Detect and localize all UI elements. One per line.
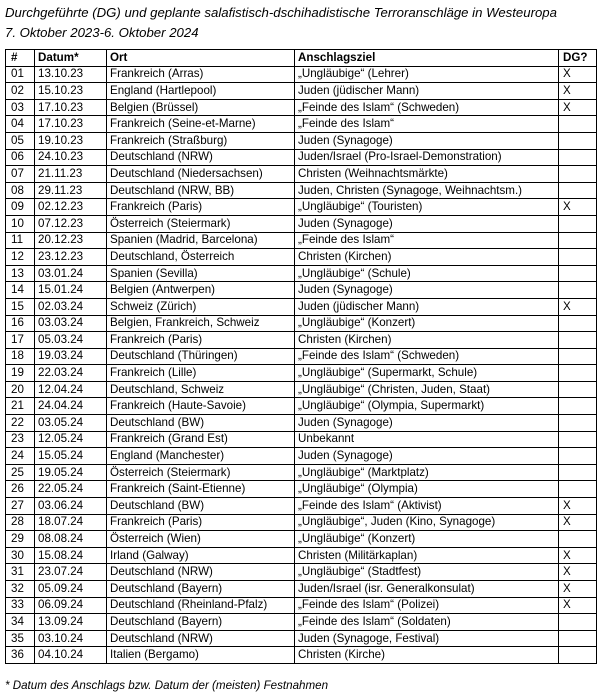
cell-dg — [559, 249, 597, 266]
table-row — [6, 481, 597, 498]
cell-dg — [559, 232, 597, 249]
cell-anschlagsziel: Juden (jüdischer Mann) — [295, 83, 559, 100]
cell-dg — [559, 398, 597, 415]
cell-ort: Frankreich (Saint-Etienne) — [107, 481, 295, 498]
cell-ort: Schweiz (Zürich) — [107, 298, 295, 315]
table-row — [6, 132, 597, 149]
cell-number: 01 — [6, 66, 35, 83]
table-row — [6, 182, 597, 199]
footnote: * Datum des Anschlags bzw. Datum der (meisten) Festnahmen — [5, 679, 329, 692]
table-row — [6, 116, 597, 133]
cell-dg — [559, 315, 597, 332]
cell-dg: X — [559, 581, 597, 598]
cell-dg — [559, 381, 597, 398]
cell-datum: 03.01.24 — [35, 265, 107, 282]
cell-number: 18 — [6, 348, 35, 365]
cell-number: 11 — [6, 232, 35, 249]
cell-number: 22 — [6, 415, 35, 432]
cell-dg: X — [559, 298, 597, 315]
cell-datum: 23.07.24 — [35, 564, 107, 581]
attacks-table — [5, 49, 597, 664]
cell-number: 15 — [6, 298, 35, 315]
cell-datum: 22.03.24 — [35, 365, 107, 382]
cell-dg — [559, 531, 597, 548]
cell-anschlagsziel: „Feinde des Islam“ (Polizei) — [295, 597, 559, 614]
cell-anschlagsziel: Juden, Christen (Synagoge, Weihnachtsm.) — [295, 182, 559, 199]
cell-dg — [559, 166, 597, 183]
cell-dg — [559, 282, 597, 299]
cell-datum: 20.12.23 — [35, 232, 107, 249]
cell-ort: Frankreich (Seine-et-Marne) — [107, 116, 295, 133]
cell-anschlagsziel: „Feinde des Islam“ (Aktivist) — [295, 498, 559, 515]
cell-dg: X — [559, 199, 597, 216]
cell-datum: 03.03.24 — [35, 315, 107, 332]
cell-datum: 02.03.24 — [35, 298, 107, 315]
cell-number: 02 — [6, 83, 35, 100]
cell-anschlagsziel: Juden (jüdischer Mann) — [295, 298, 559, 315]
table-row — [6, 564, 597, 581]
cell-datum: 07.12.23 — [35, 215, 107, 232]
cell-number: 32 — [6, 581, 35, 598]
cell-anschlagsziel: „Ungläubige“ (Touristen) — [295, 199, 559, 216]
table-row — [6, 398, 597, 415]
cell-datum: 17.10.23 — [35, 116, 107, 133]
cell-dg — [559, 265, 597, 282]
table-row — [6, 215, 597, 232]
cell-ort: Frankreich (Lille) — [107, 365, 295, 382]
cell-ort: England (Hartlepool) — [107, 83, 295, 100]
table-row — [6, 547, 597, 564]
cell-anschlagsziel: „Ungläubige“ (Schule) — [295, 265, 559, 282]
table-row — [6, 431, 597, 448]
table-row — [6, 199, 597, 216]
cell-datum: 02.12.23 — [35, 199, 107, 216]
cell-datum: 08.08.24 — [35, 531, 107, 548]
cell-number: 27 — [6, 498, 35, 515]
table-row — [6, 332, 597, 349]
table-row — [6, 531, 597, 548]
table-row — [6, 166, 597, 183]
cell-datum: 03.10.24 — [35, 630, 107, 647]
cell-ort: Deutschland (Bayern) — [107, 614, 295, 631]
table-row — [6, 99, 597, 116]
cell-ort: Frankreich (Arras) — [107, 66, 295, 83]
cell-anschlagsziel: Juden (Synagoge, Festival) — [295, 630, 559, 647]
cell-dg — [559, 630, 597, 647]
cell-ort: Deutschland (BW) — [107, 415, 295, 432]
cell-number: 36 — [6, 647, 35, 664]
cell-anschlagsziel: „Feinde des Islam“ (Schweden) — [295, 99, 559, 116]
cell-number: 25 — [6, 464, 35, 481]
cell-number: 28 — [6, 514, 35, 531]
cell-datum: 24.10.23 — [35, 149, 107, 166]
cell-number: 33 — [6, 597, 35, 614]
cell-anschlagsziel: „Feinde des Islam“ — [295, 116, 559, 133]
cell-dg — [559, 116, 597, 133]
cell-ort: Deutschland, Schweiz — [107, 381, 295, 398]
cell-datum: 05.09.24 — [35, 581, 107, 598]
table-row — [6, 298, 597, 315]
cell-dg — [559, 365, 597, 382]
cell-datum: 15.10.23 — [35, 83, 107, 100]
cell-dg — [559, 431, 597, 448]
document-title — [5, 3, 595, 43]
cell-dg — [559, 132, 597, 149]
table-row — [6, 614, 597, 631]
cell-ort: Deutschland, Österreich — [107, 249, 295, 266]
table-row — [6, 514, 597, 531]
header-ort: Ort — [107, 50, 295, 67]
cell-datum: 05.03.24 — [35, 332, 107, 349]
cell-anschlagsziel: Christen (Weihnachtsmärkte) — [295, 166, 559, 183]
cell-anschlagsziel: Unbekannt — [295, 431, 559, 448]
cell-ort: Frankreich (Grand Est) — [107, 431, 295, 448]
cell-anschlagsziel: „Ungläubige“ (Olympia) — [295, 481, 559, 498]
cell-number: 26 — [6, 481, 35, 498]
cell-number: 17 — [6, 332, 35, 349]
cell-dg: X — [559, 514, 597, 531]
cell-dg: X — [559, 547, 597, 564]
cell-dg — [559, 149, 597, 166]
cell-anschlagsziel: Juden (Synagoge) — [295, 132, 559, 149]
cell-datum: 12.04.24 — [35, 381, 107, 398]
cell-dg — [559, 647, 597, 664]
table-row — [6, 265, 597, 282]
cell-ort: Deutschland (BW) — [107, 498, 295, 515]
cell-dg — [559, 348, 597, 365]
table-row — [6, 498, 597, 515]
cell-datum: 15.01.24 — [35, 282, 107, 299]
cell-datum: 13.09.24 — [35, 614, 107, 631]
table-row — [6, 647, 597, 664]
cell-anschlagsziel: Juden (Synagoge) — [295, 282, 559, 299]
cell-anschlagsziel: „Ungläubige“ (Supermarkt, Schule) — [295, 365, 559, 382]
cell-ort: Frankreich (Paris) — [107, 332, 295, 349]
cell-anschlagsziel: „Ungläubige“ (Konzert) — [295, 531, 559, 548]
cell-datum: 19.10.23 — [35, 132, 107, 149]
cell-ort: Spanien (Madrid, Barcelona) — [107, 232, 295, 249]
table-row — [6, 581, 597, 598]
table-row — [6, 448, 597, 465]
table-row — [6, 348, 597, 365]
cell-ort: Deutschland (Thüringen) — [107, 348, 295, 365]
cell-datum: 23.12.23 — [35, 249, 107, 266]
cell-anschlagsziel: Juden/Israel (Pro-Israel-Demonstration) — [295, 149, 559, 166]
cell-ort: England (Manchester) — [107, 448, 295, 465]
table-row — [6, 149, 597, 166]
cell-anschlagsziel: „Ungläubige“ (Stadtfest) — [295, 564, 559, 581]
cell-dg — [559, 464, 597, 481]
cell-datum: 22.05.24 — [35, 481, 107, 498]
cell-datum: 15.08.24 — [35, 547, 107, 564]
cell-number: 03 — [6, 99, 35, 116]
table-row — [6, 249, 597, 266]
cell-ort: Frankreich (Straßburg) — [107, 132, 295, 149]
cell-dg: X — [559, 498, 597, 515]
header-dg: DG? — [559, 50, 597, 67]
cell-number: 19 — [6, 365, 35, 382]
cell-dg: X — [559, 99, 597, 116]
cell-number: 04 — [6, 116, 35, 133]
cell-ort: Deutschland (NRW, BB) — [107, 182, 295, 199]
cell-anschlagsziel: „Ungläubige“ (Christen, Juden, Staat) — [295, 381, 559, 398]
cell-number: 20 — [6, 381, 35, 398]
cell-dg: X — [559, 597, 597, 614]
cell-dg — [559, 215, 597, 232]
cell-datum: 21.11.23 — [35, 166, 107, 183]
cell-anschlagsziel: Juden (Synagoge) — [295, 215, 559, 232]
cell-datum: 13.10.23 — [35, 66, 107, 83]
cell-dg — [559, 614, 597, 631]
cell-number: 35 — [6, 630, 35, 647]
cell-datum: 24.04.24 — [35, 398, 107, 415]
cell-anschlagsziel: „Ungläubige“ (Marktplatz) — [295, 464, 559, 481]
cell-datum: 15.05.24 — [35, 448, 107, 465]
cell-ort: Frankreich (Paris) — [107, 514, 295, 531]
cell-dg — [559, 415, 597, 432]
cell-number: 07 — [6, 166, 35, 183]
cell-number: 09 — [6, 199, 35, 216]
cell-number: 05 — [6, 132, 35, 149]
cell-ort: Frankreich (Haute-Savoie) — [107, 398, 295, 415]
cell-anschlagsziel: Christen (Kirchen) — [295, 332, 559, 349]
cell-number: 24 — [6, 448, 35, 465]
cell-number: 16 — [6, 315, 35, 332]
cell-datum: 19.05.24 — [35, 464, 107, 481]
cell-anschlagsziel: „Feinde des Islam“ — [295, 232, 559, 249]
cell-ort: Frankreich (Paris) — [107, 199, 295, 216]
cell-ort: Deutschland (Bayern) — [107, 581, 295, 598]
cell-dg — [559, 481, 597, 498]
cell-anschlagsziel: Christen (Kirche) — [295, 647, 559, 664]
cell-dg: X — [559, 83, 597, 100]
table-row — [6, 464, 597, 481]
cell-ort: Belgien, Frankreich, Schweiz — [107, 315, 295, 332]
cell-ort: Deutschland (NRW) — [107, 630, 295, 647]
header-number: # — [6, 50, 35, 67]
cell-ort: Österreich (Steiermark) — [107, 215, 295, 232]
cell-dg — [559, 182, 597, 199]
table-header-row — [6, 50, 597, 67]
table-body — [6, 66, 597, 663]
title-line-1: Durchgeführte (DG) und geplante salafistisch-dschihadistische Terroranschläge in Westeuropa — [5, 5, 557, 20]
cell-anschlagsziel: Juden/Israel (isr. Generalkonsulat) — [295, 581, 559, 598]
cell-anschlagsziel: Juden (Synagoge) — [295, 448, 559, 465]
cell-anschlagsziel: „Ungläubige“ (Konzert) — [295, 315, 559, 332]
table-row — [6, 83, 597, 100]
cell-dg: X — [559, 66, 597, 83]
cell-ort: Deutschland (Rheinland-Pfalz) — [107, 597, 295, 614]
cell-datum: 19.03.24 — [35, 348, 107, 365]
cell-number: 08 — [6, 182, 35, 199]
cell-ort: Österreich (Steiermark) — [107, 464, 295, 481]
cell-number: 31 — [6, 564, 35, 581]
cell-ort: Österreich (Wien) — [107, 531, 295, 548]
cell-dg — [559, 448, 597, 465]
cell-number: 34 — [6, 614, 35, 631]
table-row — [6, 365, 597, 382]
table-row — [6, 315, 597, 332]
table-row — [6, 630, 597, 647]
table-row — [6, 282, 597, 299]
cell-number: 12 — [6, 249, 35, 266]
header-datum: Datum* — [35, 50, 107, 67]
cell-ort: Italien (Bergamo) — [107, 647, 295, 664]
cell-ort: Deutschland (NRW) — [107, 564, 295, 581]
cell-number: 29 — [6, 531, 35, 548]
cell-dg: X — [559, 564, 597, 581]
title-line-2: 7. Oktober 2023-6. Oktober 2024 — [5, 25, 199, 40]
cell-anschlagsziel: Christen (Militärkaplan) — [295, 547, 559, 564]
cell-anschlagsziel: Christen (Kirchen) — [295, 249, 559, 266]
cell-number: 06 — [6, 149, 35, 166]
header-anschlagsziel: Anschlagsziel — [295, 50, 559, 67]
table-row — [6, 597, 597, 614]
cell-ort: Spanien (Sevilla) — [107, 265, 295, 282]
cell-datum: 03.05.24 — [35, 415, 107, 432]
cell-anschlagsziel: „Feinde des Islam“ (Schweden) — [295, 348, 559, 365]
cell-anschlagsziel: „Feinde des Islam“ (Soldaten) — [295, 614, 559, 631]
cell-datum: 29.11.23 — [35, 182, 107, 199]
cell-datum: 18.07.24 — [35, 514, 107, 531]
cell-number: 10 — [6, 215, 35, 232]
cell-number: 13 — [6, 265, 35, 282]
cell-datum: 03.06.24 — [35, 498, 107, 515]
cell-anschlagsziel: „Ungläubige“ (Lehrer) — [295, 66, 559, 83]
cell-ort: Irland (Galway) — [107, 547, 295, 564]
cell-datum: 06.09.24 — [35, 597, 107, 614]
cell-datum: 17.10.23 — [35, 99, 107, 116]
cell-anschlagsziel: Juden (Synagoge) — [295, 415, 559, 432]
cell-number: 23 — [6, 431, 35, 448]
table-row — [6, 232, 597, 249]
cell-ort: Deutschland (Niedersachsen) — [107, 166, 295, 183]
cell-dg — [559, 332, 597, 349]
table-row — [6, 381, 597, 398]
cell-number: 14 — [6, 282, 35, 299]
cell-datum: 04.10.24 — [35, 647, 107, 664]
cell-ort: Belgien (Brüssel) — [107, 99, 295, 116]
cell-ort: Deutschland (NRW) — [107, 149, 295, 166]
cell-datum: 12.05.24 — [35, 431, 107, 448]
cell-number: 21 — [6, 398, 35, 415]
cell-anschlagsziel: „Ungläubige“, Juden (Kino, Synagoge) — [295, 514, 559, 531]
cell-anschlagsziel: „Ungläubige“ (Olympia, Supermarkt) — [295, 398, 559, 415]
table-row — [6, 66, 597, 83]
cell-number: 30 — [6, 547, 35, 564]
table-row — [6, 415, 597, 432]
cell-ort: Belgien (Antwerpen) — [107, 282, 295, 299]
